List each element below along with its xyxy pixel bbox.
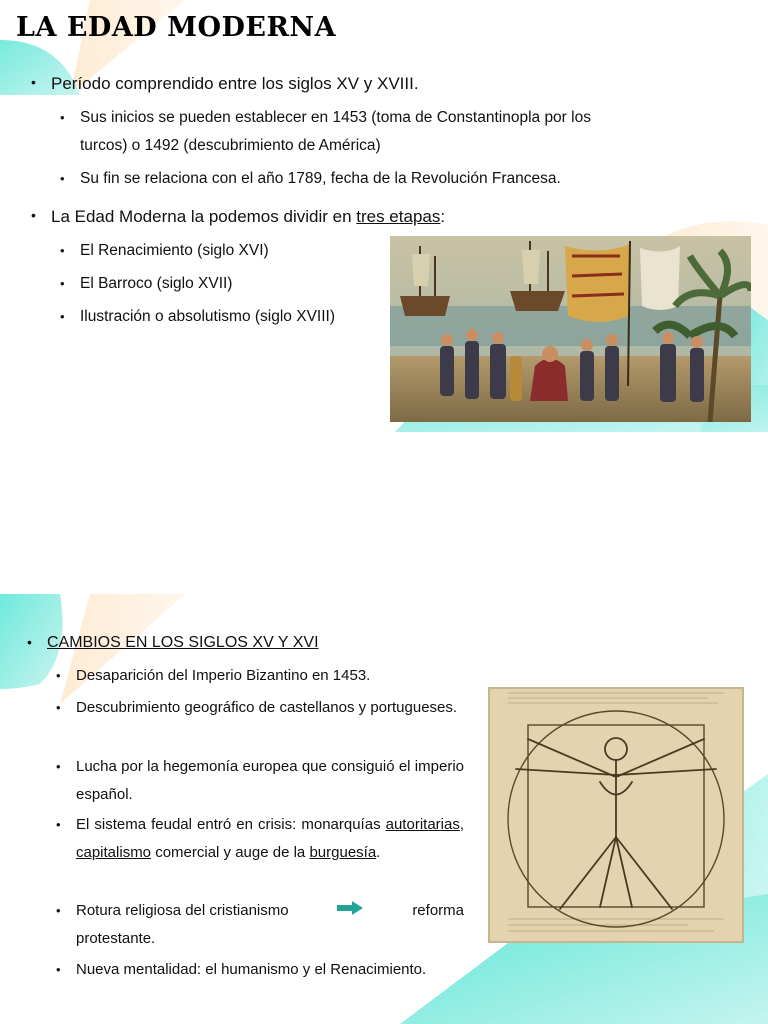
arrow-right-icon [337, 897, 363, 925]
rotura-suffix-2: protestante. [76, 930, 156, 947]
item-descubrimiento: • Descubrimiento geográfico de castellanos y portugueses. [76, 694, 464, 722]
item-rotura [76, 897, 464, 953]
bullet-inicios: • Sus inicios se pueden establecer en 1453 (toma de Constantinopla por los turcos) o 1492 (descubrimiento de América) [80, 104, 640, 160]
etapa-renacimiento: • El Renacimiento (siglo XVI) [80, 237, 269, 265]
burguesia-link: burguesía [309, 844, 377, 861]
rotura-prefix: • Rotura religiosa del cristianismo [76, 902, 289, 919]
etapa-ilustracion: • Ilustración o absolutismo (siglo XVIII) [80, 303, 335, 331]
vitruvian-man-image [488, 687, 744, 943]
etapas-suffix: : [440, 207, 446, 226]
etapa-barroco: • El Barroco (siglo XVII) [80, 270, 232, 298]
item-feudal [76, 811, 464, 867]
bullet-periodo: • Período comprendido entre los siglos XV y XVIII. [51, 74, 419, 94]
bullet-fin: • Su fin se relaciona con el año 1789, fecha de la Revolución Francesa. [80, 165, 640, 193]
section-heading [47, 634, 319, 652]
tres-etapas-link: tres etapas [356, 207, 441, 226]
capitalismo-link: capitalismo [76, 844, 152, 861]
columbus-painting [390, 236, 751, 422]
feudal-sep: , [459, 816, 464, 833]
slide-2 [0, 594, 768, 1024]
slide-1 [0, 0, 768, 432]
feudal-end: . [376, 844, 381, 861]
cambios-heading: CAMBIOS EN LOS SIGLOS XV Y XVI [47, 634, 319, 651]
item-mentalidad: • Nueva mentalidad: el humanismo y el Renacimiento. [76, 956, 464, 984]
etapas-prefix: La Edad Moderna la podemos dividir en [51, 207, 357, 226]
rotura-suffix-1: reforma [412, 902, 464, 919]
bullet-etapas [51, 207, 445, 227]
feudal-prefix: El sistema feudal entró en crisis: monarquías [76, 816, 386, 833]
item-hegemonia: • Lucha por la hegemonía europea que consiguió el imperio español. [76, 753, 464, 809]
page-title: LA EDAD MODERNA [16, 12, 337, 43]
autoritarias-link: autoritarias [385, 816, 460, 833]
feudal-mid: comercial y auge de la [151, 844, 310, 861]
item-bizantino: • Desaparición del Imperio Bizantino en 1453. [76, 662, 464, 690]
